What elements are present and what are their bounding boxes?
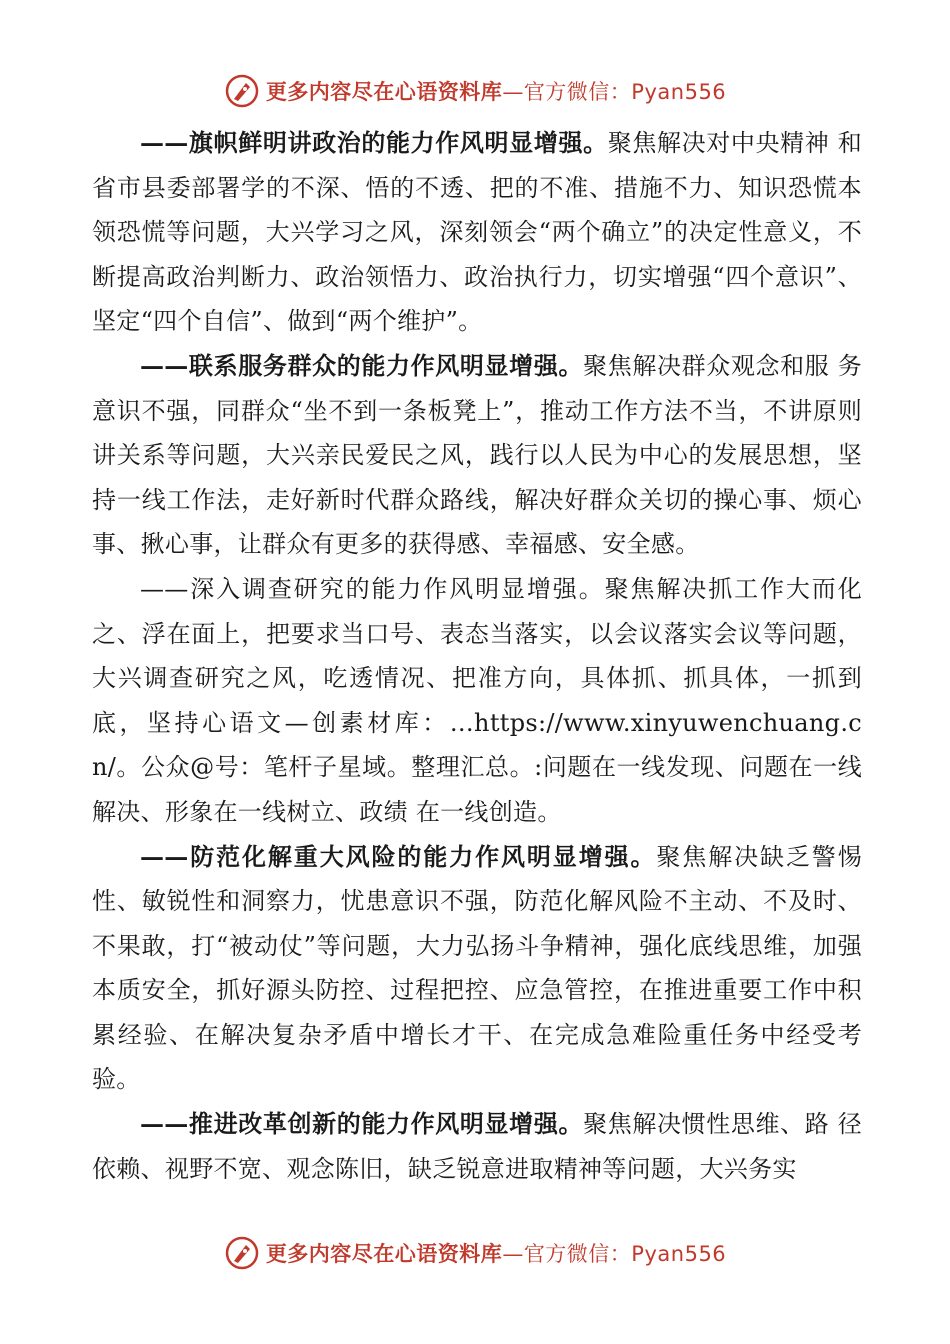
header-banner xyxy=(0,66,950,116)
footer-banner xyxy=(0,1228,950,1278)
footer-banner-text: 更多内容尽在心语资料库—官方微信：Pyan556 xyxy=(265,1242,727,1266)
paragraph-4: ——防范化解重大风险的能力作风明显增强。聚焦解决缺乏警惕性、敏锐性和洞察力，忧患意识不强，防范化解风险不主动、不及时、不果敢，打“被动仗”等问题，大力弘扬斗争精神，强化底线思维，加强本质安全，抓好源头防控、过程把控、应急管控，在推进重要工作中积累经验、在解决复杂矛盾中增长才干、在完成急难险重任务中经受考验。 xyxy=(92,841,863,1094)
paragraph-5: ——推进改革创新的能力作风明显增强。聚焦解决惯性思维、路 径依赖、视野不宽、观念陈旧，缺乏锐意进取精神等问题，大兴务实 xyxy=(92,1109,862,1183)
pen-nib-logo-icon xyxy=(224,1235,260,1271)
header-banner-text: 更多内容尽在心语资料库—官方微信：Pyan556 xyxy=(265,80,727,104)
paragraph-1: ——旗帜鲜明讲政治的能力作风明显增强。聚焦解决对中央精神 和省市县委部署学的不深、悟的不透、把的不准、措施不力、知识恐慌本领恐慌等问题，大兴学习之风，深刻领会“两个确立”的决定性意义，不断提高政治判断力、政治领悟力、政治执行力，切实增强“四个意识”、坚定“四个自信”、做到“两个维护”。 xyxy=(92,128,862,336)
document-body xyxy=(92,121,862,1191)
paragraph-3: ——深入调查研究的能力作风明显增强。聚焦解决抓工作大而化之、浮在面上，把要求当口号、表态当落实，以会议落实会议等问题，大兴调查研究之风，吃透情况、把准方向，具体抓、抓具体，一抓到底，坚持心语文—创素材库：…https://www.xinyuwenchuang.cn/。公众@号：笔杆子星域。整理汇总。:问题在一线发现、问题在一线解决、形象在一线树立、政绩 在一线创造。 xyxy=(92,574,862,826)
paragraph-2: ——联系服务群众的能力作风明显增强。聚焦解决群众观念和服 务意识不强，同群众“坐不到一条板凳上”，推动工作方法不当，不讲原则讲关系等问题，大兴亲民爱民之风，践行以人民为中心的发展思想，坚持一线工作法，走好新时代群众路线，解决好群众关切的操心事、烦心事、揪心事，让群众有更多的获得感、幸福感、安全感。 xyxy=(92,350,862,559)
pen-nib-logo-icon xyxy=(224,73,260,109)
